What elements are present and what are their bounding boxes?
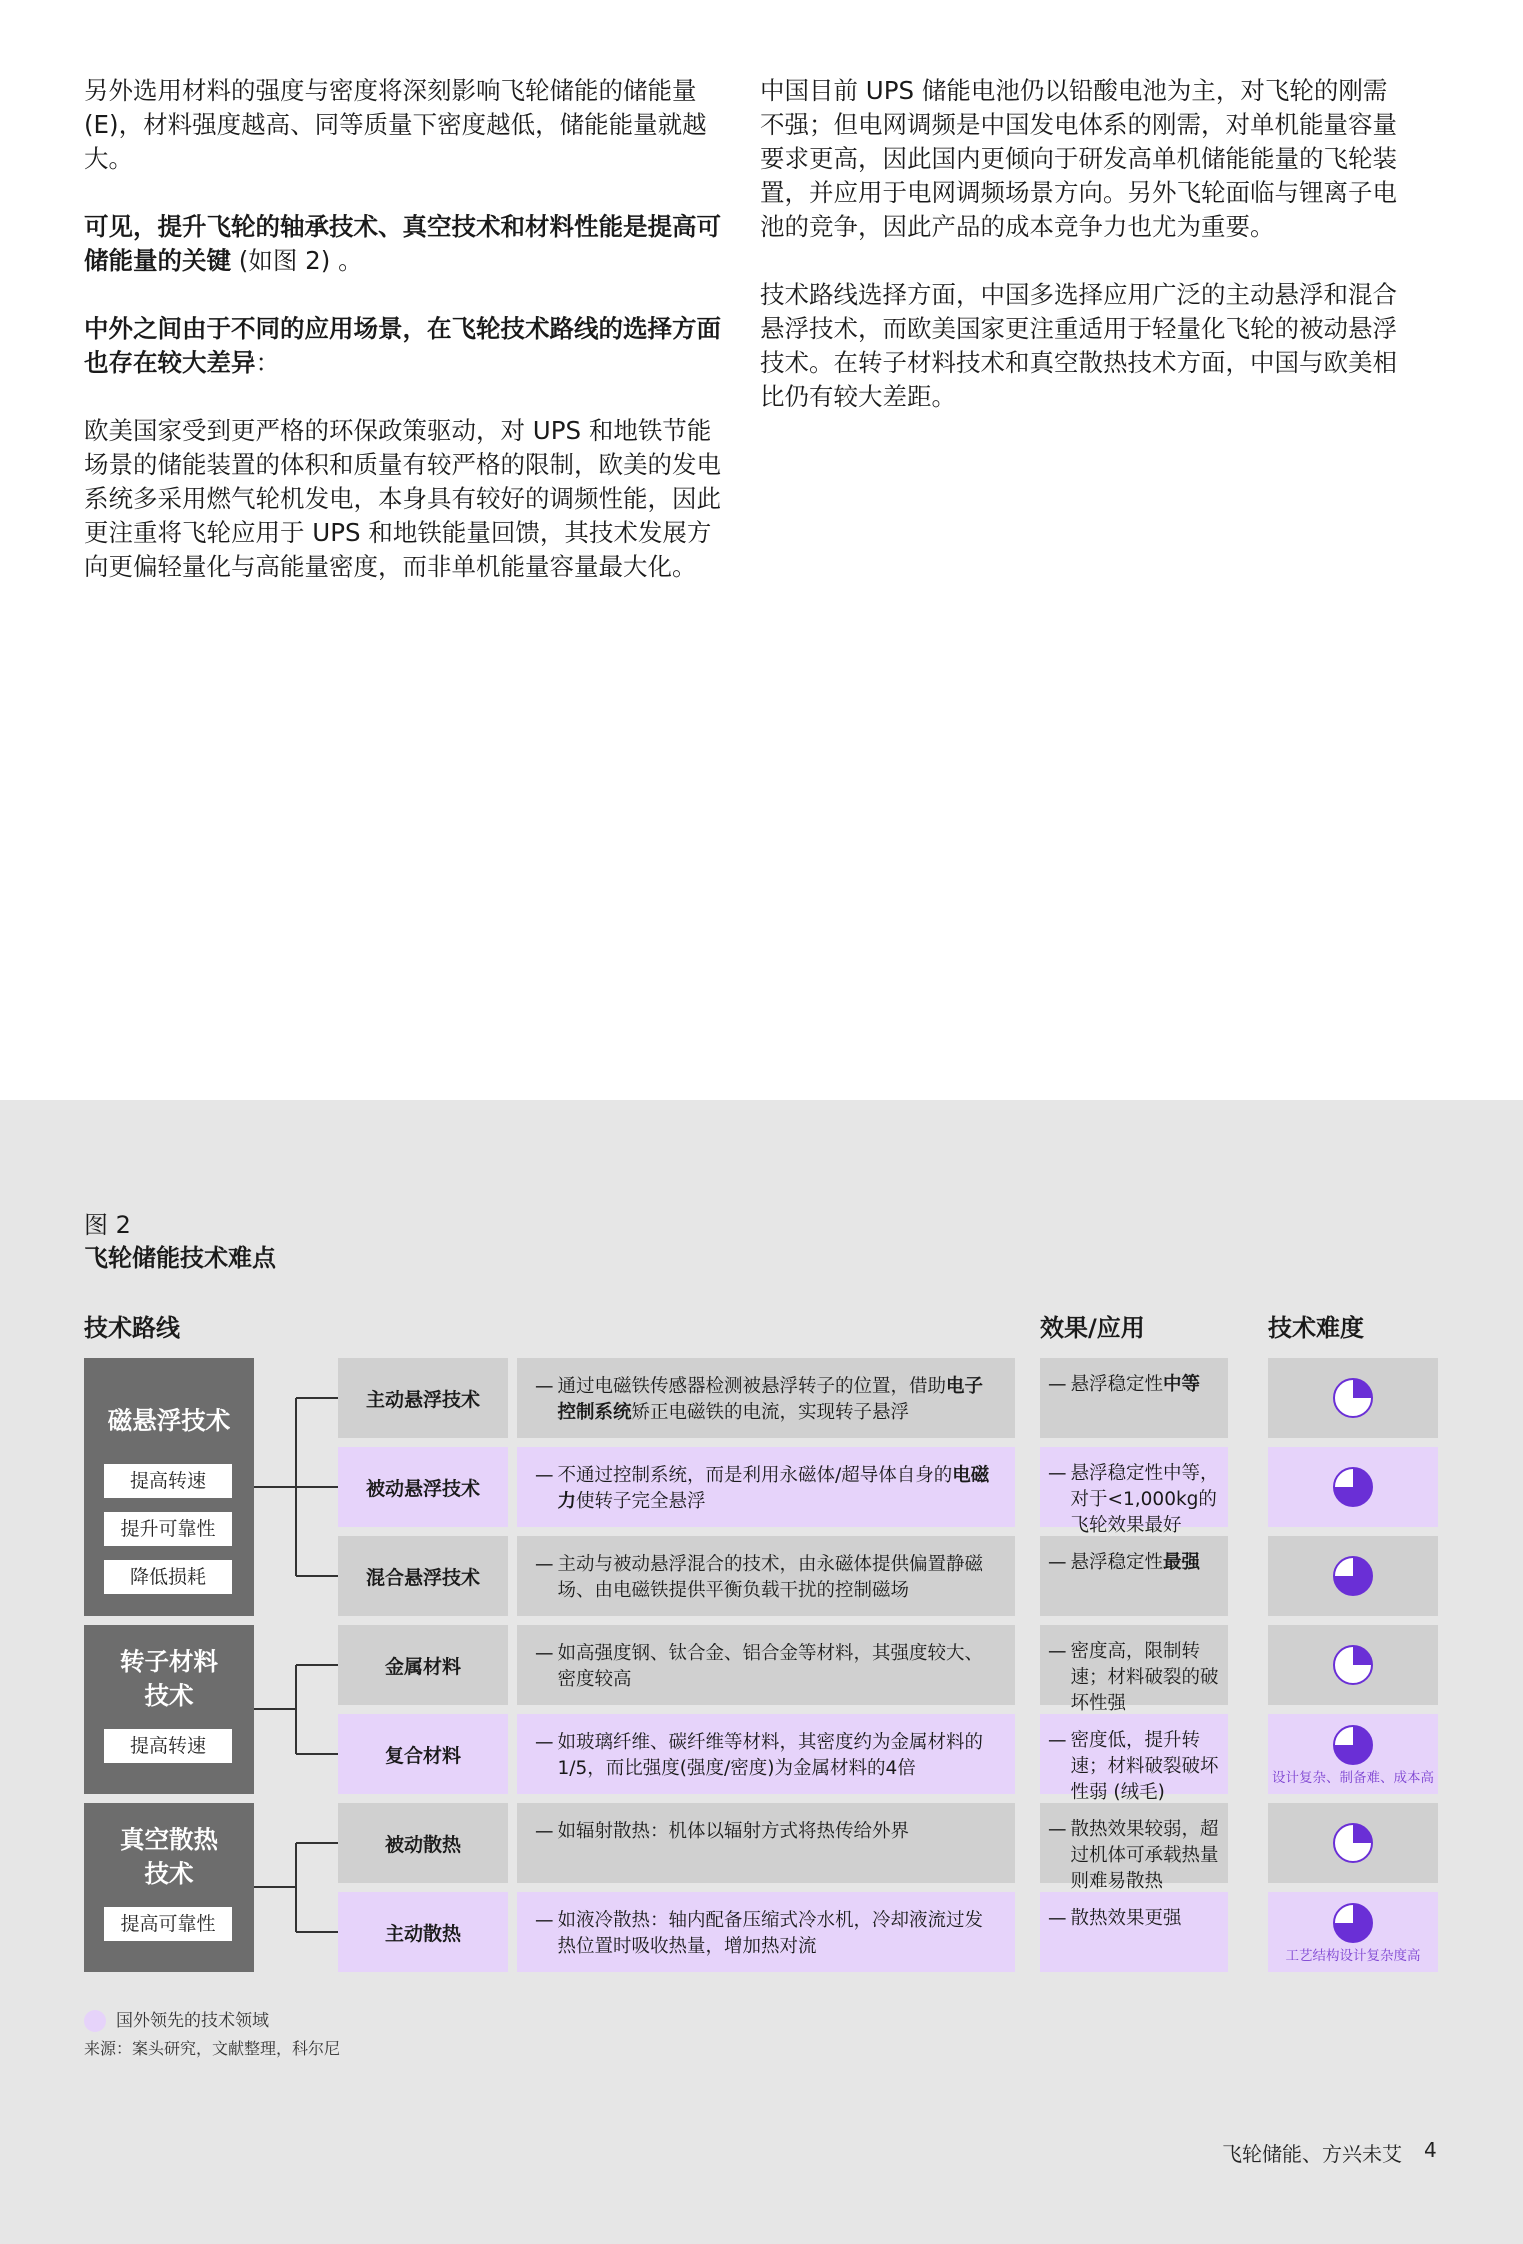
difficulty-note: 设计复杂、制备难、成本高 (1272, 1770, 1434, 1786)
tech-effect-3: — 悬浮稳定性最强 (1040, 1536, 1228, 1616)
legend-swatch (84, 2010, 106, 2032)
category-vacuum-tag-1: 提高可靠性 (104, 1907, 232, 1941)
tech-desc-6: — 如辐射散热：机体以辐射方式将热传给外界 (517, 1803, 1015, 1883)
tech-desc-2: — 不通过控制系统，而是利用永磁体/超导体自身的电磁力使转子完全悬浮 (517, 1447, 1015, 1527)
tech-difficulty-6 (1268, 1803, 1438, 1883)
category-maglev-tag-1: 提高转速 (104, 1464, 232, 1498)
left-paragraph-2-bold: 可见，提升飞轮的轴承技术、真空技术和材料性能是提高可储能量的关键 (84, 212, 721, 275)
source-note: 来源：案头研究，文献整理，科尔尼 (84, 2039, 341, 2058)
tech-difficulty-1 (1268, 1358, 1438, 1438)
difficulty-pie-icon (1332, 1644, 1374, 1686)
footer-title: 飞轮储能、方兴未艾 (1222, 2142, 1402, 2166)
figure-title: 飞轮储能技术难点 (84, 1244, 276, 1272)
tech-desc-1: — 通过电磁铁传感器检测被悬浮转子的位置，借助电子控制系统矫正电磁铁的电流，实现转子悬浮 (517, 1358, 1015, 1438)
left-paragraph-3-rest: ： (255, 348, 280, 377)
left-paragraph-4: 欧美国家受到更严格的环保政策驱动，对 UPS 和地铁节能场景的储能装置的体积和质量有较严格的限制，欧美的发电系统多采用燃气轮机发电，本身具有较好的调频性能，因此更注重将飞轮应用于 UPS 和地铁能量回馈，其技术发展方向更偏轻量化与高能量密度，而非单机能量容量最大化。 (84, 416, 721, 581)
tech-name-5: 复合材料 (338, 1714, 508, 1794)
left-paragraph-2-rest: (如图 2) 。 (231, 246, 363, 275)
tech-effect-2: — 悬浮稳定性中等，对于<1,000kg的飞轮效果最好 (1040, 1447, 1228, 1527)
right-paragraph-2: 技术路线选择方面，中国多选择应用广泛的主动悬浮和混合悬浮技术，而欧美国家更注重适用于轻量化飞轮的被动悬浮技术。在转子材料技术和真空散热技术方面，中国与欧美相比仍有较大差距。 (760, 280, 1397, 411)
difficulty-pie-icon (1332, 1466, 1374, 1508)
difficulty-pie-icon (1332, 1724, 1374, 1766)
tech-effect-6: — 散热效果较弱，超过机体可承载热量则难易散热 (1040, 1803, 1228, 1883)
header-difficulty: 技术难度 (1268, 1314, 1364, 1342)
tech-name-7: 主动散热 (338, 1892, 508, 1972)
tech-effect-4: — 密度高，限制转速；材料破裂的破坏性强 (1040, 1625, 1228, 1705)
tech-difficulty-3 (1268, 1536, 1438, 1616)
tech-name-4: 金属材料 (338, 1625, 508, 1705)
tech-effect-7: — 散热效果更强 (1040, 1892, 1228, 1972)
left-paragraph-3-bold: 中外之间由于不同的应用场景，在飞轮技术路线的选择方面也存在较大差异 (84, 314, 721, 377)
tech-difficulty-4 (1268, 1625, 1438, 1705)
difficulty-pie-icon (1332, 1902, 1374, 1944)
category-rotor-title: 转子材料技术 (120, 1647, 218, 1710)
difficulty-pie-icon (1332, 1555, 1374, 1597)
header-route: 技术路线 (84, 1314, 180, 1342)
tech-effect-1: — 悬浮稳定性中等 (1040, 1358, 1228, 1438)
tech-desc-3: — 主动与被动悬浮混合的技术，由永磁体提供偏置静磁场、由电磁铁提供平衡负载干扰的控制磁场 (517, 1536, 1015, 1616)
category-vacuum-title: 真空散热技术 (120, 1825, 218, 1888)
figure-label: 图 2 (84, 1211, 131, 1239)
tech-difficulty-5 (1268, 1714, 1438, 1794)
category-maglev-tag-3: 降低损耗 (104, 1560, 232, 1594)
tech-desc-7: — 如液冷散热：轴内配备压缩式冷水机，冷却液流过发热位置时吸收热量，增加热对流 (517, 1892, 1015, 1972)
tech-name-3: 混合悬浮技术 (338, 1536, 508, 1616)
tech-effect-5: — 密度低，提升转速；材料破裂破坏性弱 (绒毛) (1040, 1714, 1228, 1794)
header-effect: 效果/应用 (1040, 1314, 1145, 1342)
right-paragraph-1: 中国目前 UPS 储能电池仍以铅酸电池为主，对飞轮的刚需不强；但电网调频是中国发电体系的刚需，对单机能量容量要求更高，因此国内更倾向于研发高单机储能能量的飞轮装置，并应用于电网调频场景方向。另外飞轮面临与锂离子电池的竞争，因此产品的成本竞争力也尤为重要。 (760, 76, 1397, 241)
tech-difficulty-2 (1268, 1447, 1438, 1527)
left-paragraph-1: 另外选用材料的强度与密度将深刻影响飞轮储能的储能量 (E)，材料强度越高、同等质量下密度越低，储能能量就越大。 (84, 76, 707, 173)
difficulty-pie-icon (1332, 1822, 1374, 1864)
tech-name-6: 被动散热 (338, 1803, 508, 1883)
difficulty-pie-icon (1332, 1377, 1374, 1419)
category-maglev-title: 磁悬浮技术 (107, 1406, 231, 1435)
tech-name-2: 被动悬浮技术 (338, 1447, 508, 1527)
category-rotor-tag-1: 提高转速 (104, 1729, 232, 1763)
tech-desc-4: — 如高强度钢、钛合金、铝合金等材料，其强度较大、密度较高 (517, 1625, 1015, 1705)
tech-desc-5: — 如玻璃纤维、碳纤维等材料，其密度约为金属材料的1/5，而比强度(强度/密度)为金属材料的4倍 (517, 1714, 1015, 1794)
category-maglev-tag-2: 提升可靠性 (104, 1512, 232, 1546)
tech-difficulty-7 (1268, 1892, 1438, 1972)
legend-text: 国外领先的技术领域 (116, 2011, 269, 2031)
difficulty-note: 工艺结构设计复杂度高 (1285, 1948, 1421, 1964)
page-number: 4 (1424, 2138, 1437, 2162)
tech-name-1: 主动悬浮技术 (338, 1358, 508, 1438)
